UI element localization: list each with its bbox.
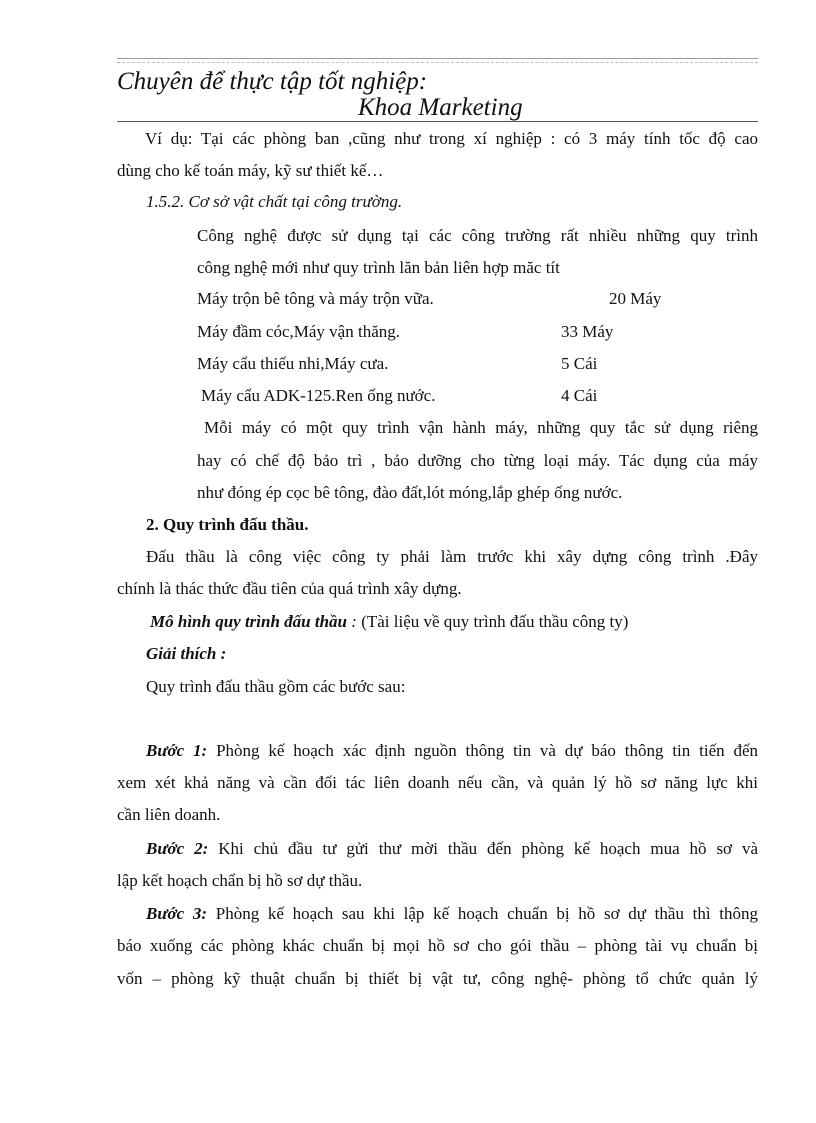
equipment-name: Máy đầm cóc,Máy vận thăng. (197, 322, 400, 341)
step1-line2: xem xét khả năng và cần đối tác liên doanh nếu cần, và quản lý hồ sơ năng lực khi (117, 773, 758, 792)
step1-line3: cần liên doanh. (117, 805, 221, 824)
paragraph-technology-line1: Công nghệ được sử dụng tại các công trường rất nhiều những quy trình (197, 226, 758, 245)
step1-text: Phòng kế hoạch xác định nguồn thông tin và dự báo thông tin tiến đến (216, 741, 759, 760)
step3-line3: vốn – phòng kỹ thuật chuẩn bị thiết bị vật tư, công nghệ- phòng tổ chức quản lý (117, 969, 758, 988)
header-rule-dashed (117, 62, 758, 63)
section-heading-1-5-2: 1.5.2. Cơ sở vật chất tại công trường. (146, 192, 403, 211)
step3-line2: báo xuống các phòng khác chuẩn bị mọi hồ sơ cho gói thầu – phòng tài vụ chuẩn bị (117, 936, 758, 955)
paragraph-machines-line1: Mỗi máy có một quy trình vận hành máy, những quy tắc sử dụng riêng (204, 418, 758, 437)
header-rule-top (117, 58, 758, 59)
equipment-qty: 33 Máy (561, 322, 614, 341)
step3-label: Bước 3: (146, 904, 208, 923)
step2-text: Khi chủ đầu tư gửi thư mời thầu đến phòng kế hoạch mua hồ sơ và (218, 839, 759, 858)
section-heading-2: 2. Quy trình đấu thầu. (146, 515, 309, 534)
header-title: Chuyên để thực tập tốt nghiệp: (117, 68, 428, 95)
step3-line1 (146, 903, 758, 925)
paragraph-example-line2: dùng cho kế toán máy, kỹ sư thiết kế… (117, 161, 384, 180)
equipment-name: Máy cẩu ADK-125.Ren ống nước. (201, 386, 436, 405)
paragraph-bidding-line1: Đấu thầu là công việc công ty phải làm trước khi xây dựng công trình .Đây (146, 547, 758, 566)
step1-label: Bước 1: (146, 741, 208, 760)
steps-intro: Quy trình đấu thầu gồm các bước sau: (146, 677, 406, 696)
header-rule-bottom (117, 121, 758, 122)
step2-label: Bước 2: (146, 839, 209, 858)
step3-text: Phòng kế hoạch sau khi lập kế hoạch chuẩn bị hồ sơ dự thầu thì thông (215, 904, 758, 923)
model-colon: : (347, 612, 362, 631)
step2-line1 (146, 838, 758, 860)
header-faculty: Khoa Marketing (358, 94, 523, 121)
paragraph-example-line1: Ví dụ: Tại các phòng ban ,cũng như trong xí nghiệp : có 3 máy tính tốc độ cao (145, 129, 758, 148)
equipment-qty: 4 Cái (561, 386, 598, 405)
paragraph-machines-line3: như đóng ép cọc bê tông, đào đất,lót móng,lắp ghép ống nước. (197, 483, 623, 502)
paragraph-technology-line2: công nghệ mới như quy trình lăn bản liên hợp măc tít (197, 258, 560, 277)
model-line (150, 611, 628, 633)
model-text: (Tài liệu về quy trình đấu thầu công ty) (361, 612, 629, 631)
equipment-qty: 20 Máy (609, 289, 662, 308)
equipment-qty: 5 Cái (561, 354, 598, 373)
model-label: Mô hình quy trình đấu thầu (150, 612, 348, 631)
step2-line2: lập kết hoạch chẩn bị hồ sơ dự thầu. (117, 871, 363, 890)
equipment-name: Máy cẩu thiếu nhi,Máy cưa. (197, 354, 389, 373)
explain-heading: Giải thích : (146, 644, 227, 663)
equipment-name: Máy trộn bê tông và máy trộn vữa. (197, 289, 434, 308)
paragraph-bidding-line2: chính là thác thức đầu tiên của quá trình xây dựng. (117, 579, 462, 598)
paragraph-machines-line2: hay có chế độ bảo trì , bảo dưỡng cho từng loại máy. Tác dụng của máy (197, 451, 758, 470)
step1-line1 (146, 740, 758, 762)
